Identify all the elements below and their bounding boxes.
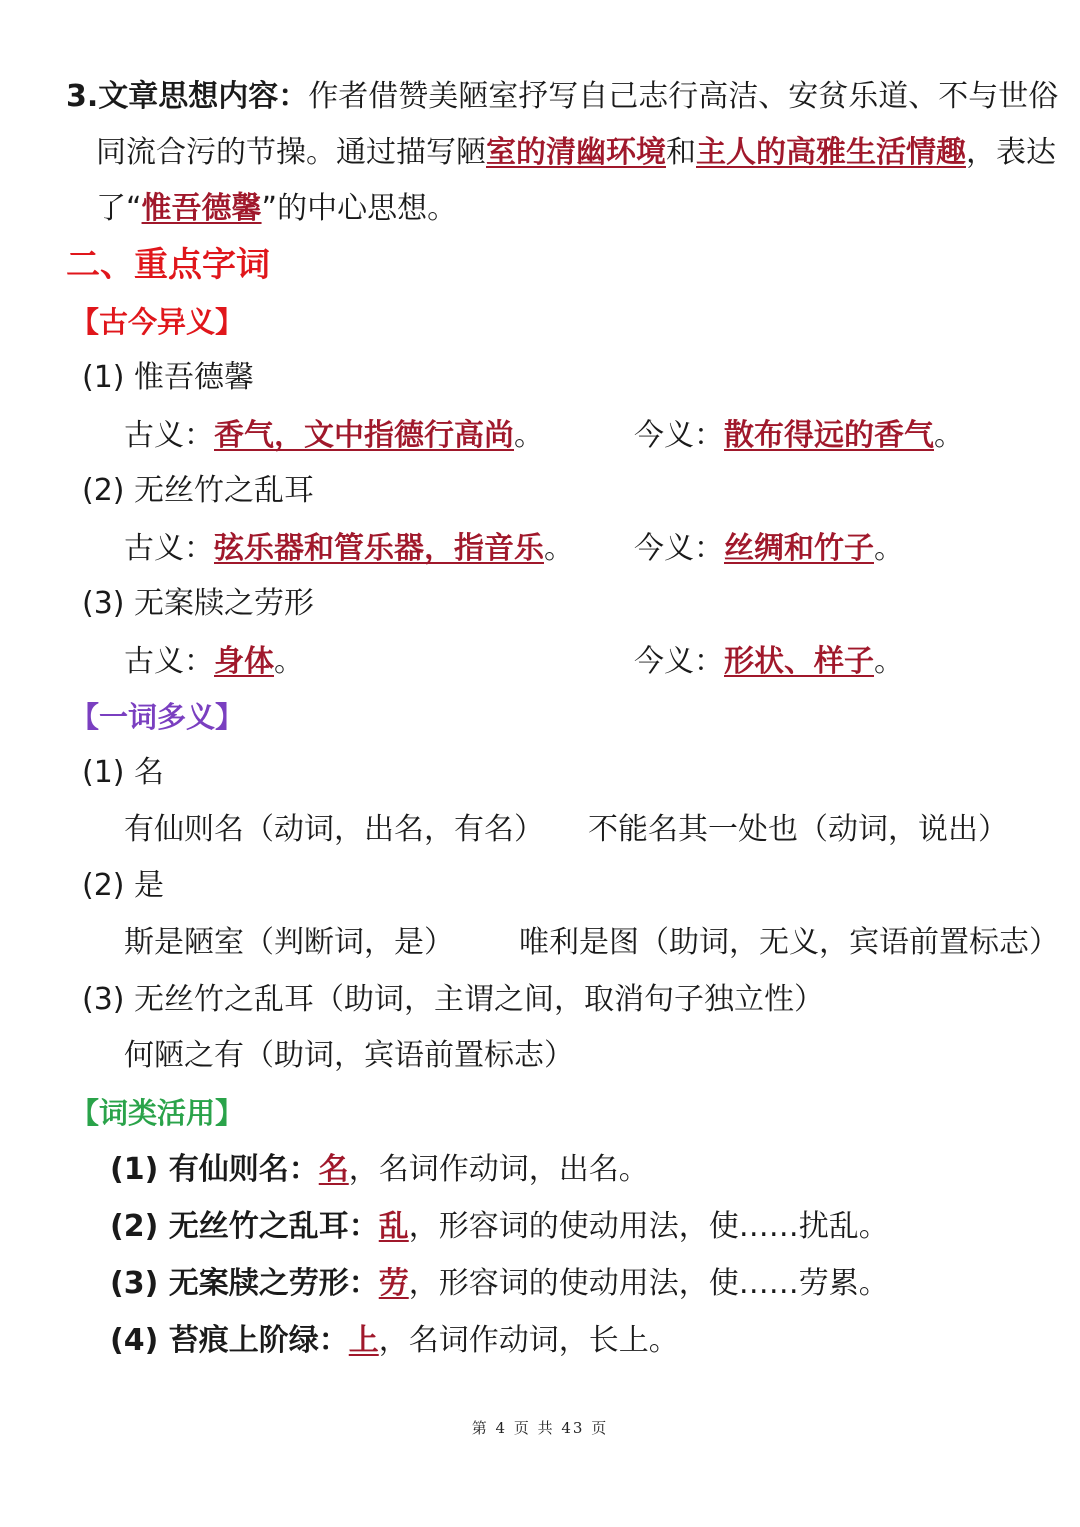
cilei-item-3 (110, 1264, 889, 1304)
jin-label: 今义： (634, 531, 724, 566)
cilei-explanation: ，形容词的使动用法，使……劳累。 (408, 1266, 889, 1301)
intro-text-2c: ，表达 (966, 135, 1056, 170)
yici-item-2-right: 唯利是图（助词，无义，宾语前置标志） (519, 925, 1059, 960)
cilei-explanation: ，名词作动词，出名。 (348, 1152, 649, 1187)
page-footer: 第 4 页 共 43 页 (471, 1419, 609, 1437)
gu-meaning: 弦乐器和管乐器，指音乐 (214, 531, 544, 566)
cilei-phrase: (4) 苔痕上阶绿： (110, 1323, 349, 1358)
yici-item-1-right: 不能名其一处也（动词，说出） (588, 812, 1008, 847)
yici-item-1-left: 有仙则名（动词，出名，有名） (124, 812, 544, 847)
cilei-item-2 (110, 1207, 889, 1247)
punct: 。 (514, 418, 544, 453)
cilei-word: 上 (348, 1323, 379, 1358)
cilei-phrase: (2) 无丝竹之乱耳： (110, 1209, 379, 1244)
gujin-item-3-title: (3) 无案牍之劳形 (82, 586, 315, 621)
cilei-phrase: (1) 有仙则名： (110, 1152, 319, 1187)
intro-line-3 (96, 189, 457, 229)
intro-line-2 (96, 133, 1056, 173)
yici-item-2-left: 斯是陋室（判断词，是） (124, 925, 454, 960)
cilei-explanation: ，形容词的使动用法，使……扰乱。 (408, 1209, 889, 1244)
gujin-item-1-title: (1) 惟吾德馨 (82, 360, 255, 395)
intro-text-1: 作者借赞美陋室抒写自己志行高洁、安贫乐道、不与世俗 (308, 79, 1059, 114)
yici-item-2-title: (2) 是 (82, 868, 165, 903)
jin-meaning: 形状、样子 (724, 644, 874, 679)
jin-meaning: 丝绸和竹子 (724, 531, 874, 566)
punct: 。 (544, 531, 574, 566)
gu-meaning: 身体 (214, 644, 274, 679)
gujin-item-1-gu (124, 416, 544, 456)
intro-line-1 (66, 77, 1058, 117)
punct: 。 (874, 644, 904, 679)
gu-label: 古义： (124, 418, 214, 453)
jin-label: 今义： (634, 644, 724, 679)
intro-text-3b: ”的中心思想。 (261, 191, 458, 226)
jin-meaning: 散布得远的香气 (724, 418, 934, 453)
section-title: 二、重点字词 (66, 245, 270, 285)
cilei-item-4 (110, 1321, 679, 1361)
gujin-item-2-jin (634, 529, 904, 569)
punct: 。 (934, 418, 964, 453)
tag-yici: 【一词多义】 (70, 700, 245, 734)
intro-text-2a: 同流合污的节操。通过描写陋 (96, 135, 486, 170)
highlight-central-idea: 惟吾德馨 (141, 191, 262, 226)
gu-label: 古义： (124, 531, 214, 566)
cilei-word: 劳 (378, 1266, 409, 1301)
punct: 。 (874, 531, 904, 566)
gujin-item-3-jin (634, 642, 904, 682)
gujin-item-2-title: (2) 无丝竹之乱耳 (82, 473, 315, 508)
tag-cilei: 【词类活用】 (70, 1096, 245, 1130)
gu-label: 古义： (124, 644, 214, 679)
cilei-word: 乱 (378, 1209, 409, 1244)
yici-item-3-left: 何陋之有（助词，宾语前置标志） (124, 1038, 574, 1073)
cilei-phrase: (3) 无案牍之劳形： (110, 1266, 379, 1301)
cilei-word: 名 (318, 1152, 349, 1187)
intro-label: 3.文章思想内容： (66, 79, 309, 114)
intro-text-2b: 和 (666, 135, 696, 170)
highlight-taste: 主人的高雅生活情趣 (696, 135, 966, 170)
gu-meaning: 香气，文中指德行高尚 (214, 418, 514, 453)
jin-label: 今义： (634, 418, 724, 453)
highlight-environment: 室的清幽环境 (486, 135, 666, 170)
cilei-explanation: ，名词作动词，长上。 (378, 1323, 679, 1358)
tag-gujin: 【古今异义】 (70, 305, 245, 339)
gujin-item-3-gu (124, 642, 304, 682)
gujin-item-2-gu (124, 529, 574, 569)
punct: 。 (274, 644, 304, 679)
yici-item-1-title: (1) 名 (82, 755, 165, 790)
yici-item-3-title: (3) 无丝竹之乱耳（助词，主谓之间，取消句子独立性） (82, 982, 825, 1017)
cilei-item-1 (110, 1150, 649, 1190)
intro-text-3a: 了“ (96, 191, 142, 226)
gujin-item-1-jin (634, 416, 964, 456)
